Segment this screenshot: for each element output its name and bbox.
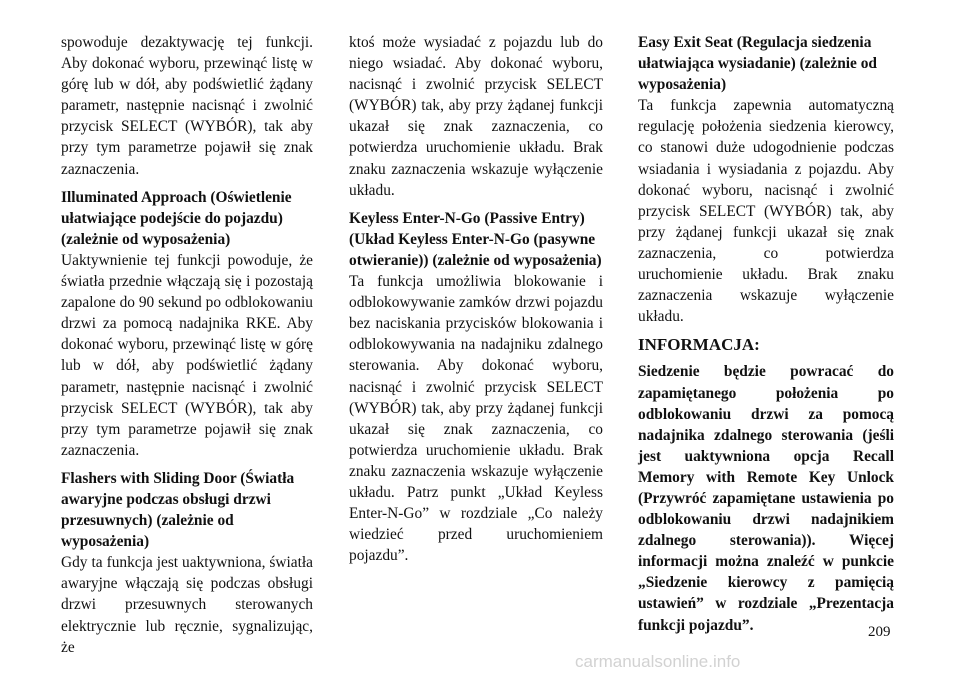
paragraph: Ta funkcja zapewnia automatyczną regulację położenia siedzenia kierowcy, co stanowi duże udogodnienie podczas wsiadania i wysiadania z pojazdu. Aby dokonać wyboru, nacisnąć i zwolnić przycisk SELECT (WYBÓR) tak, aby przy żądanej funkcji ukazał się znak zaznaczenia, co potwierdza uruchomienie układu. Brak znaku zaznaczenia wskazuje wyłączenie układu. [638, 97, 894, 326]
paragraph: ktoś może wysiadać z pojazdu lub do niego wsiadać. Aby dokonać wyboru, nacisnąć i zwolnić przycisk SELECT (WYBÓR) tak, aby przy żądanej funkcji ukazał się znak zaznaczenia, co potwierdza uruchomienie układu. Brak znaku zaznaczenia wskazuje wyłączenie układu. [349, 34, 603, 199]
paragraph: spowoduje dezaktywację tej funkcji. Aby dokonać wyboru, przewinąć listę w górę lub w dół, aby podświetlić żądany parametr, następnie nacisnąć i zwolnić przycisk SELECT (WYBÓR), tak aby przy tym parametrze pojawił się znak zaznaczenia. [61, 34, 313, 178]
note-title: INFORMACJA: [638, 335, 760, 355]
text-column-right [638, 32, 894, 643]
note-body: Siedzenie będzie powracać do zapamiętanego położenia po odblokowaniu drzwi za pomocą nadajnika zdalnego sterowania (jeśli jest uaktywniona opcja Recall Memory with Remote Key Unlock (Przywróć zapamiętane ustawienia po odblokowaniu drzwi nadajnikiem zdalnego sterowania)). Więcej informacji można znaleźć w punkcie „Siedzenie kierowcy z pamięcią ustawień” w rozdziale „Prezentacja funkcji pojazdu”. [638, 363, 894, 634]
watermark: carmanualsonline.info [575, 652, 741, 671]
section-heading-flashers-sliding-door: Flashers with Sliding Door (Światła awaryjne podczas obsługi drzwi przesuwnych) (zależnie od wyposażenia) [61, 469, 295, 551]
paragraph: Gdy ta funkcja jest uaktywniona, światła awaryjne włączają się podczas obsługi drzwi przesuwnych sterowanych elektrycznie lub ręcznie, sygnalizując, że [61, 554, 313, 656]
paragraph: Uaktywnienie tej funkcji powoduje, że światła przednie włączają się i pozostają zapalone do 90 sekund po odblokowaniu drzwi za pomocą nadajnika RKE. Aby dokonać wyboru, przewinąć listę w górę lub w dół, aby podświetlić żądany parametr, następnie nacisnąć i zwolnić przycisk SELECT (WYBÓR), tak aby przy tym parametrze pojawił się znak zaznaczenia. [61, 251, 313, 459]
section-heading-keyless-enter-n-go: Keyless Enter-N-Go (Passive Entry) (Układ Keyless Enter-N-Go (pasywne otwieranie)) (zależnie od wyposażenia) [349, 209, 602, 269]
section-heading-illuminated-approach: Illuminated Approach (Oświetlenie ułatwiające podejście do pojazdu) (zależnie od wyposażenia) [61, 188, 292, 248]
text-column-left [61, 32, 313, 665]
page-number: 209 [868, 624, 891, 640]
text-column-middle [349, 32, 603, 573]
section-heading-easy-exit-seat: Easy Exit Seat (Regulacja siedzenia ułatwiająca wysiadanie) (zależnie od wyposażenia) [638, 34, 877, 94]
paragraph: Ta funkcja umożliwia blokowanie i odblokowywanie zamków drzwi pojazdu bez naciskania przycisków blokowania i odblokowywania na nadajniku zdalnego sterowania. Aby dokonać wyboru, nacisnąć i zwolnić przycisk SELECT (WYBÓR) tak, aby przy żądanej funkcji ukazał się znak zaznaczenia, co potwierdza uruchomienie układu. Brak znaku zaznaczenia wskazuje wyłączenie układu. Patrz punkt „Układ Keyless Enter-N-Go” w rozdziale „Co należy wiedzieć przed uruchomieniem pojazdu”. [349, 273, 603, 565]
